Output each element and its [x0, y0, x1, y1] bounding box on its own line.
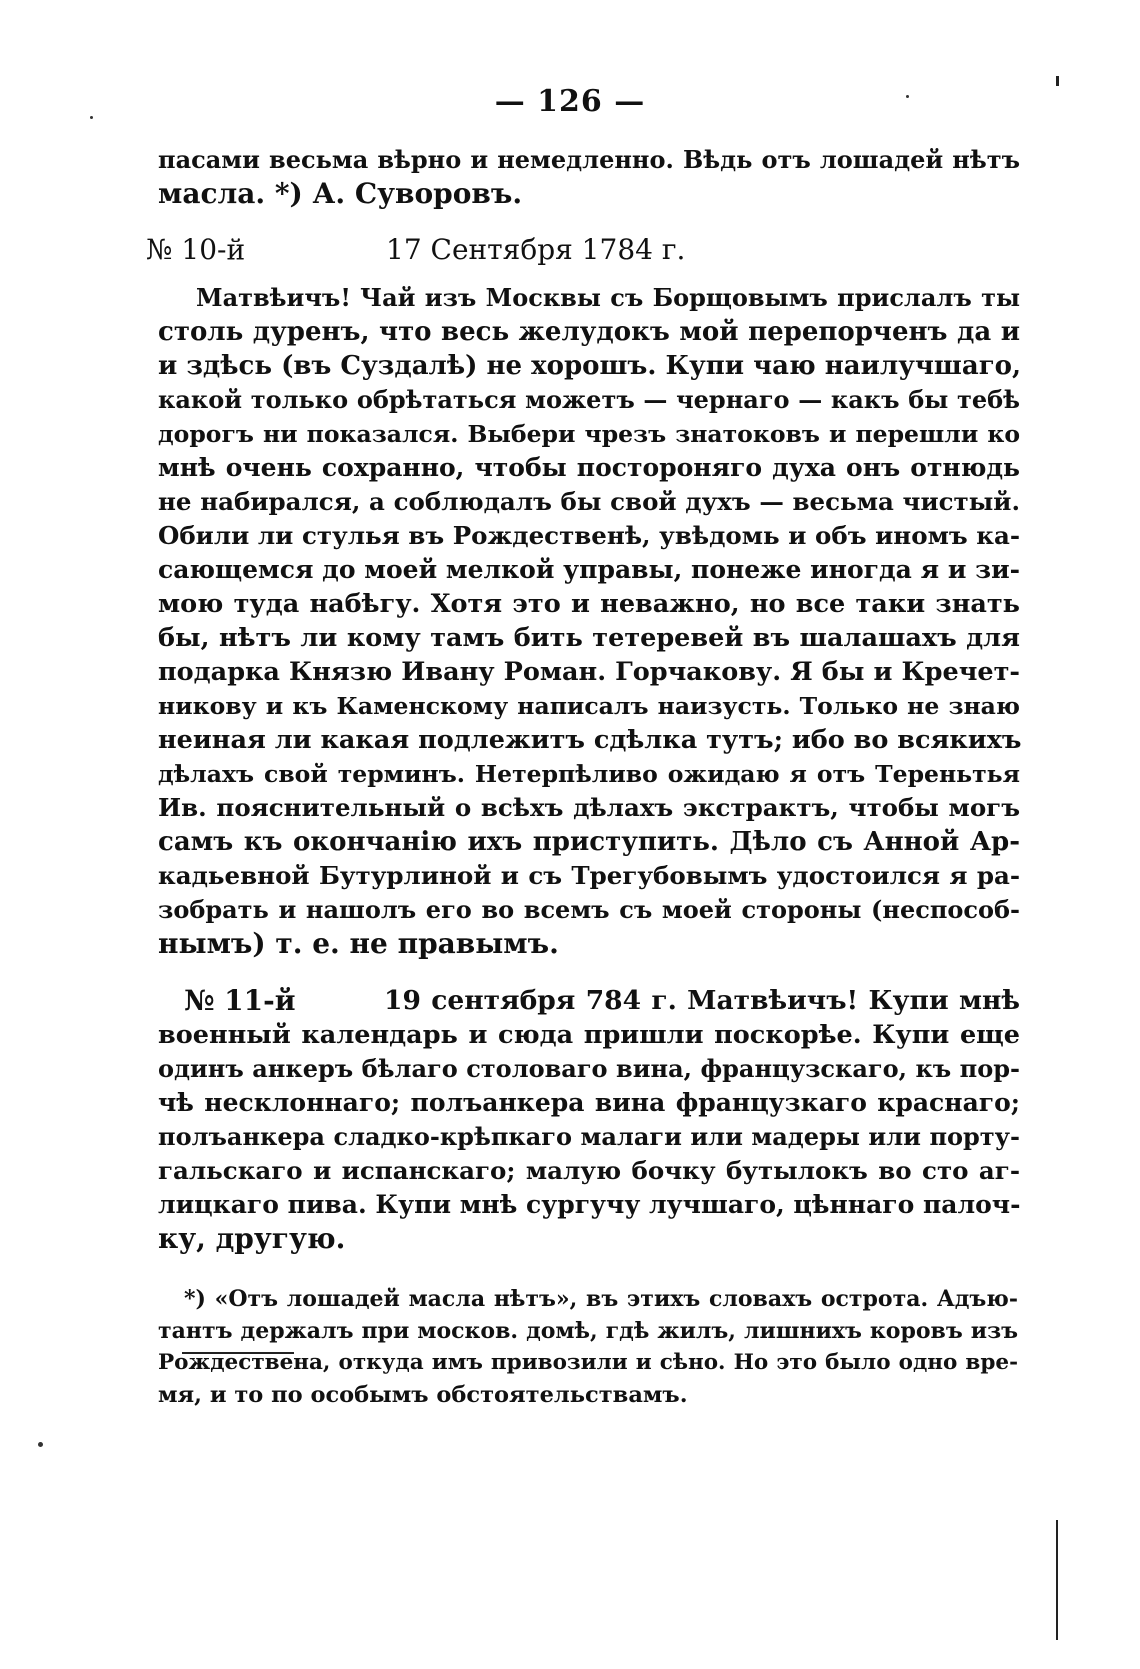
text-line: масла. *) А. Суворовъ. [158, 177, 523, 210]
scan-edge-mark [1056, 1520, 1058, 1640]
text-line: самъ къ окончанію ихъ приступить. Дѣло съ Анной Ар- [158, 827, 1020, 857]
text-line: дорогъ ни показался. Выбери чрезъ знатоковъ и перешли ко [158, 420, 1020, 448]
text-line: кадьевной Бутурлиной и съ Трегубовымъ удостоился я ра- [158, 861, 1020, 890]
text-line: Матвѣичъ! Чай изъ Москвы съ Борщовымъ прислалъ ты [196, 283, 1020, 312]
text-line: не набирался, а соблюдалъ бы свой духъ — весьма чистый. [158, 487, 1020, 516]
text-line: ку, другую. [158, 1222, 346, 1255]
entry-number: № 11-й [184, 984, 296, 1017]
scan-edge-mark [1056, 76, 1059, 86]
text-line: дѣлахъ свой терминъ. Нетерпѣливо ожидаю я отъ Тереньтья [158, 760, 1020, 788]
footnote-line: тантъ держалъ при москов. домѣ, гдѣ жилъ, лишнихъ коровъ изъ [158, 1318, 1018, 1344]
text-line: бы, нѣтъ ли кому тамъ бить тетеревей въ шалашахъ для [158, 623, 1020, 653]
footnote-line: *) «Отъ лошадей масла нѣтъ», въ этихъ словахъ острота. Адъю- [184, 1286, 1018, 1312]
footnote-line: мя, и то по особымъ обстоятельствамъ. [158, 1382, 688, 1408]
text-line: какой только обрѣтаться можетъ — чернаго — какъ бы тебѣ [158, 385, 1020, 414]
text-line: гальскаго и испанскаго; малую бочку бутылокъ во сто аг- [158, 1156, 1020, 1185]
text-line: неиная ли какая подлежитъ сдѣлка тутъ; ибо во всякихъ [158, 725, 1022, 755]
entry-number: № 10-й [146, 233, 246, 266]
text-line: сающемся до моей мелкой управы, понеже иногда я и зи- [158, 555, 1020, 584]
text-line: мнѣ очень сохранно, чтобы постороняго духа онъ отнюдь [158, 453, 1020, 482]
text-line: пасами весьма вѣрно и немедленно. Вѣдь отъ лошадей нѣтъ [158, 145, 1020, 174]
text-line: одинъ анкеръ бѣлаго столоваго вина, французскаго, къ пор- [158, 1054, 1020, 1083]
entry-date: 17 Сентября 1784 г. [386, 233, 686, 266]
footnote-line: Рождествена, откуда имъ привозили и сѣно. Но это было одно вре- [158, 1350, 1018, 1375]
text-line: и здѣсь (въ Суздалѣ) не хорошъ. Купи чаю наилучшаго, [158, 351, 1022, 381]
text-line: полъанкера сладко-крѣпкаго малаги или мадеры или порту- [158, 1122, 1020, 1151]
text-line: мою туда набѣгу. Хотя это и неважно, но все таки знать [158, 589, 1020, 619]
scan-speck [906, 95, 909, 98]
text-line: лицкаго пива. Купи мнѣ сургучу лучшаго, цѣннаго палоч- [158, 1190, 1021, 1219]
text-line: нымъ) т. е. не правымъ. [158, 927, 559, 960]
scan-speck [38, 1442, 43, 1447]
text-line: чѣ несклоннаго; полъанкера вина французкаго краснаго; [158, 1088, 1020, 1117]
text-line: Обили ли стулья въ Рождественѣ, увѣдомь и объ иномъ ка- [158, 521, 1020, 550]
text-line: никову и къ Каменскому написалъ наизусть. Только не знаю [158, 692, 1020, 720]
page-number: — 126 — [494, 84, 646, 119]
text-line: Ив. пояснительный о всѣхъ дѣлахъ экстрактъ, чтобы могъ [158, 793, 1020, 822]
text-line: зобрать и нашолъ его во всемъ съ моей стороны (неспособ- [158, 895, 1020, 924]
scan-speck [90, 116, 93, 119]
entry-head-text: 19 сентября 784 г. Матвѣичъ! Купи мнѣ [384, 985, 1020, 1016]
text-line: столь дуренъ, что весь желудокъ мой перепорченъ да и [158, 317, 1020, 347]
text-line: военный календарь и сюда пришли поскорѣе. Купи еще [158, 1020, 1020, 1050]
text-line: подарка Князю Ивану Роман. Горчакову. Я бы и Кречет- [158, 657, 1020, 687]
